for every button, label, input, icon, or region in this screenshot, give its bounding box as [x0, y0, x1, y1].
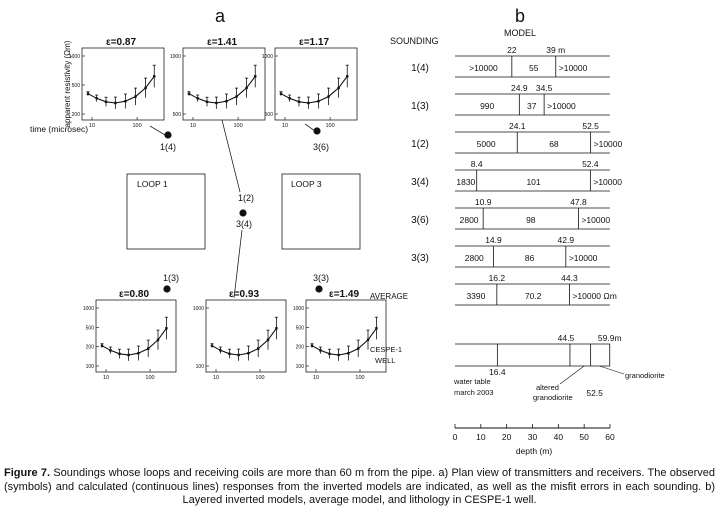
layer-depth-1: 24.1 [508, 121, 526, 131]
depth-axis-tick-label: 50 [579, 432, 589, 442]
bottom-plot-1-ytick-label: 100 [85, 364, 94, 370]
resistivity-layer-1: 990 [480, 101, 495, 111]
bottom-plot-2-misfit: ε=0.93 [228, 289, 260, 300]
resistivity-layer-2: 98 [526, 215, 536, 225]
sounding-name: 3(4) [411, 177, 429, 188]
resistivity-layer-2: 55 [529, 63, 539, 73]
receiver-dot-33 [315, 285, 322, 292]
top-plot-3-xtick-label: 10 [281, 123, 289, 129]
depth-axis-tick-label: 10 [476, 432, 486, 442]
well-depth-52-5: 52.5 [586, 388, 603, 398]
layer-depth-2: 34.5 [535, 83, 553, 93]
top-plot-3-observed-point [337, 87, 339, 89]
well-label-water-table: water table [454, 377, 491, 386]
bottom-plot-2-observed-point [267, 339, 269, 341]
bottom-plot-3-observed-point [367, 339, 369, 341]
depth-axis-tick-label: 40 [553, 432, 564, 442]
sounding-name: 3(6) [411, 215, 429, 226]
top-plot-2-observed-point [206, 101, 208, 103]
depth-axis-label: depth (m) [515, 446, 553, 456]
top-plot-1-ytick-label: 1000 [68, 54, 80, 60]
layer-depth-2: 47.8 [570, 197, 587, 207]
bottom-plot-1-observed-point [147, 347, 149, 349]
resistivity-layer-3: >10000 [581, 215, 611, 225]
bottom-plot-2-calculated-curve [212, 328, 276, 355]
bottom-plot-2-observed-point [211, 345, 213, 347]
top-plot-2-observed-point [245, 87, 247, 89]
well-depth-59-9: 59.9m [597, 333, 622, 343]
top-plot-1-ytick-label: 500 [71, 83, 80, 89]
receiver-label-12: 1(2) [238, 193, 255, 203]
well-name-1: CESPE-1 [370, 345, 403, 354]
loop-3-label: LOOP 3 [291, 179, 322, 189]
altered-leader [560, 366, 584, 384]
bottom-plot-1-observed-point [165, 327, 167, 329]
top-plot-3-observed-point [327, 95, 329, 97]
connector-1-2 [222, 120, 240, 192]
sounding-name: 3(3) [411, 253, 429, 264]
top-plot-1-observed-point [134, 95, 136, 97]
top-plot-1-observed-point [95, 97, 97, 99]
bottom-plot-1-ytick-label: 500 [85, 325, 94, 332]
connector-1-4 [150, 126, 165, 135]
layer-depth-2: 44.3 [561, 273, 578, 283]
resistivity-layer-3: >10000 Ωm [572, 291, 617, 301]
layer-depth-1: 22 [507, 45, 517, 55]
bottom-plot-2-observed-point [228, 353, 230, 355]
receiver-dot-14 [164, 131, 171, 138]
top-plot-1-ytick-label: 200 [71, 112, 80, 118]
bottom-plot-3-ytick-label: 500 [295, 325, 304, 332]
well-label-altered: altered [536, 383, 559, 392]
resistivity-layer-1: 2800 [464, 253, 484, 263]
well-label-granodiorite-altered: granodiorite [533, 393, 573, 402]
bottom-plot-2-observed-point [219, 349, 221, 351]
bottom-plot-2-xtick-label: 100 [255, 375, 265, 381]
top-plot-1-xtick-label: 10 [88, 123, 96, 129]
well-name-2: WELL [375, 356, 396, 365]
bottom-plot-1-xtick-label: 10 [102, 375, 110, 381]
top-plot-3-calculated-curve [281, 76, 347, 103]
bottom-plot-3-observed-point [357, 347, 359, 349]
bottom-plot-3-ytick-label: 100 [295, 364, 304, 370]
bottom-plot-3-ytick-label: 1000 [292, 306, 304, 312]
top-plot-1-frame [82, 48, 164, 120]
bottom-plot-2-ytick-label: 100 [195, 364, 204, 370]
receiver-label-36: 3(6) [313, 142, 330, 152]
bottom-plot-1-observed-point [101, 345, 103, 347]
resistivity-layer-1: 3390 [466, 291, 486, 301]
plot-ylabel: apparent resistivity (Ωm) [63, 40, 72, 128]
top-plot-1-observed-point [153, 75, 155, 77]
depth-axis-tick-label: 30 [527, 432, 538, 442]
top-plot-3-observed-point [346, 75, 348, 77]
well-depth-16-4: 16.4 [489, 367, 506, 377]
plot-xlabel: time (microsec) [30, 124, 89, 134]
resistivity-layer-2: 101 [526, 177, 541, 187]
receiver-label-14: 1(4) [160, 142, 177, 152]
top-plot-2-observed-point [225, 100, 227, 102]
top-plot-1-observed-point [124, 100, 126, 102]
bottom-plot-2-observed-point [275, 327, 277, 329]
layer-depth-2: 52.4 [582, 159, 599, 169]
top-plot-2-observed-point [235, 95, 237, 97]
layer-depth-1: 14.9 [485, 235, 502, 245]
resistivity-layer-3: >10000 [568, 253, 598, 263]
receiver-label-33: 3(3) [313, 273, 330, 283]
granodiorite-leader [600, 366, 624, 374]
top-plot-3-xtick-label: 100 [325, 123, 335, 129]
bottom-plot-3-observed-point [375, 327, 377, 329]
caption-label: Figure 7. [4, 467, 51, 479]
top-plot-3-ytick-label: 500 [264, 112, 273, 118]
bottom-plot-2-frame [206, 300, 286, 372]
top-plot-3-misfit: ε=1.17 [298, 37, 330, 48]
sounding-name: 1(2) [411, 139, 429, 150]
sounding-name: AVERAGE [370, 292, 409, 301]
top-plot-2-xtick-label: 10 [189, 123, 197, 129]
bottom-plot-1-misfit: ε=0.80 [118, 289, 150, 300]
layer-depth-2: 52.5 [582, 121, 599, 131]
top-plot-2-frame [183, 48, 265, 120]
top-plot-3-ytick-label: 1000 [261, 54, 273, 60]
resistivity-layer-1: >10000 [469, 63, 498, 73]
bottom-plot-1-observed-point [157, 339, 159, 341]
top-plot-2-misfit: ε=1.41 [206, 37, 238, 48]
receiver-label-34: 3(4) [236, 219, 253, 229]
resistivity-layer-2: 70.2 [524, 291, 542, 301]
well-label-granodiorite: granodiorite [625, 371, 665, 380]
bottom-plot-2-observed-point [257, 347, 259, 349]
bottom-plot-2-observed-point [247, 352, 249, 354]
bottom-plot-1-observed-point [109, 349, 111, 351]
well-depth-44-5: 44.5 [557, 333, 575, 343]
bottom-plot-3-observed-point [328, 353, 330, 355]
resistivity-layer-2: 86 [524, 253, 535, 263]
layer-depth-1: 8.4 [470, 159, 483, 169]
layer-depth-1: 24.9 [511, 83, 528, 93]
sounding-name: 1(3) [411, 101, 429, 112]
bottom-plot-3-xtick-label: 100 [355, 375, 365, 381]
top-plot-1-misfit: ε=0.87 [105, 37, 137, 48]
sounding-header: SOUNDING [390, 36, 439, 46]
bottom-plot-1-observed-point [118, 353, 120, 355]
top-plot-2-observed-point [215, 102, 217, 104]
top-plot-3-observed-point [307, 102, 309, 104]
panel-b-label: b [514, 6, 526, 26]
top-plot-2-ytick-label: 500 [172, 112, 181, 118]
bottom-plot-2-xtick-label: 10 [212, 375, 220, 381]
bottom-plot-3-observed-point [347, 352, 349, 354]
well-label-march-2003: march 2003 [454, 388, 494, 397]
bottom-plot-3-xtick-label: 10 [312, 375, 320, 381]
resistivity-layer-1: 1830 [456, 177, 476, 187]
top-plot-3-observed-point [298, 101, 300, 103]
top-plot-2-calculated-curve [189, 76, 255, 103]
bottom-plot-3-misfit: ε=1.49 [328, 289, 360, 300]
bottom-plot-3-observed-point [337, 354, 339, 356]
top-plot-2-observed-point [188, 93, 190, 95]
receiver-label-13: 1(3) [163, 273, 180, 283]
bottom-plot-1-observed-point [127, 354, 129, 356]
layer-depth-2: 39 m [546, 45, 566, 55]
bottom-plot-3-frame [306, 300, 386, 372]
resistivity-layer-3: >10000 [558, 63, 588, 73]
top-plot-1-xtick-label: 100 [132, 123, 142, 129]
sounding-name: 1(4) [411, 63, 429, 74]
top-plot-3-observed-point [280, 93, 282, 95]
top-plot-1-calculated-curve [88, 76, 154, 103]
bottom-plot-1-calculated-curve [102, 328, 166, 355]
top-plot-3-observed-point [288, 97, 290, 99]
connector-3-6 [305, 124, 315, 131]
depth-axis-tick-label: 20 [501, 432, 512, 442]
bottom-plot-3-observed-point [319, 349, 321, 351]
receiver-dot-12 [239, 209, 246, 216]
layer-depth-2: 42.9 [557, 235, 575, 245]
depth-axis-tick-label: 0 [452, 432, 458, 442]
resistivity-layer-3: >10000 [593, 139, 623, 149]
resistivity-layer-2: 37 [526, 101, 537, 111]
receiver-dot-13 [163, 285, 170, 292]
resistivity-layer-1: 2800 [459, 215, 479, 225]
bottom-plot-2-ytick-label: 1000 [192, 306, 204, 312]
bottom-plot-1-ytick-label: 200 [85, 344, 94, 351]
layer-depth-1: 16.2 [488, 273, 506, 283]
top-plot-3-observed-point [317, 100, 319, 102]
top-plot-2-observed-point [196, 97, 198, 99]
top-plot-2-observed-point [254, 75, 256, 77]
top-plot-1-observed-point [105, 101, 107, 103]
caption-text: Soundings whose loops and receiving coils are more than 60 m from the pipe. a) Plan view of transmitters and receivers. The observed (symbols) and calculated (continuous lines) responses from the inverted models are indicated, as well as the misfit errors in each sounding. b) Layered inverted models, average model, and lithology in CESPE-1 well. [4, 467, 716, 506]
bottom-plot-3-ytick-label: 200 [295, 344, 304, 351]
top-plot-1-observed-point [114, 102, 116, 104]
bottom-plot-1-xtick-label: 100 [145, 375, 155, 381]
bottom-plot-1-ytick-label: 1000 [82, 306, 94, 312]
figure-caption [4, 467, 715, 508]
depth-axis-tick-label: 60 [605, 432, 615, 442]
model-header: MODEL [503, 28, 537, 38]
top-plot-3-frame [275, 48, 357, 120]
top-plot-1-observed-point [87, 93, 89, 95]
resistivity-layer-3: >10000 [547, 101, 576, 111]
top-plot-2-ytick-label: 1000 [169, 54, 181, 60]
bottom-plot-2-observed-point [237, 354, 239, 356]
bottom-plot-1-observed-point [137, 352, 139, 354]
bottom-plot-3-calculated-curve [312, 328, 376, 355]
top-plot-1-observed-point [144, 87, 146, 89]
bottom-plot-3-observed-point [311, 345, 313, 347]
top-plot-2-xtick-label: 100 [233, 123, 243, 129]
resistivity-layer-1: 5000 [476, 139, 496, 149]
panel-a-label: a [214, 6, 226, 26]
loop-1-label: LOOP 1 [137, 179, 168, 189]
layer-depth-1: 10.9 [474, 197, 492, 207]
resistivity-layer-3: >10000 [593, 177, 622, 187]
resistivity-layer-2: 68 [549, 139, 559, 149]
connector-3-4 [234, 230, 242, 298]
bottom-plot-1-frame [96, 300, 176, 372]
